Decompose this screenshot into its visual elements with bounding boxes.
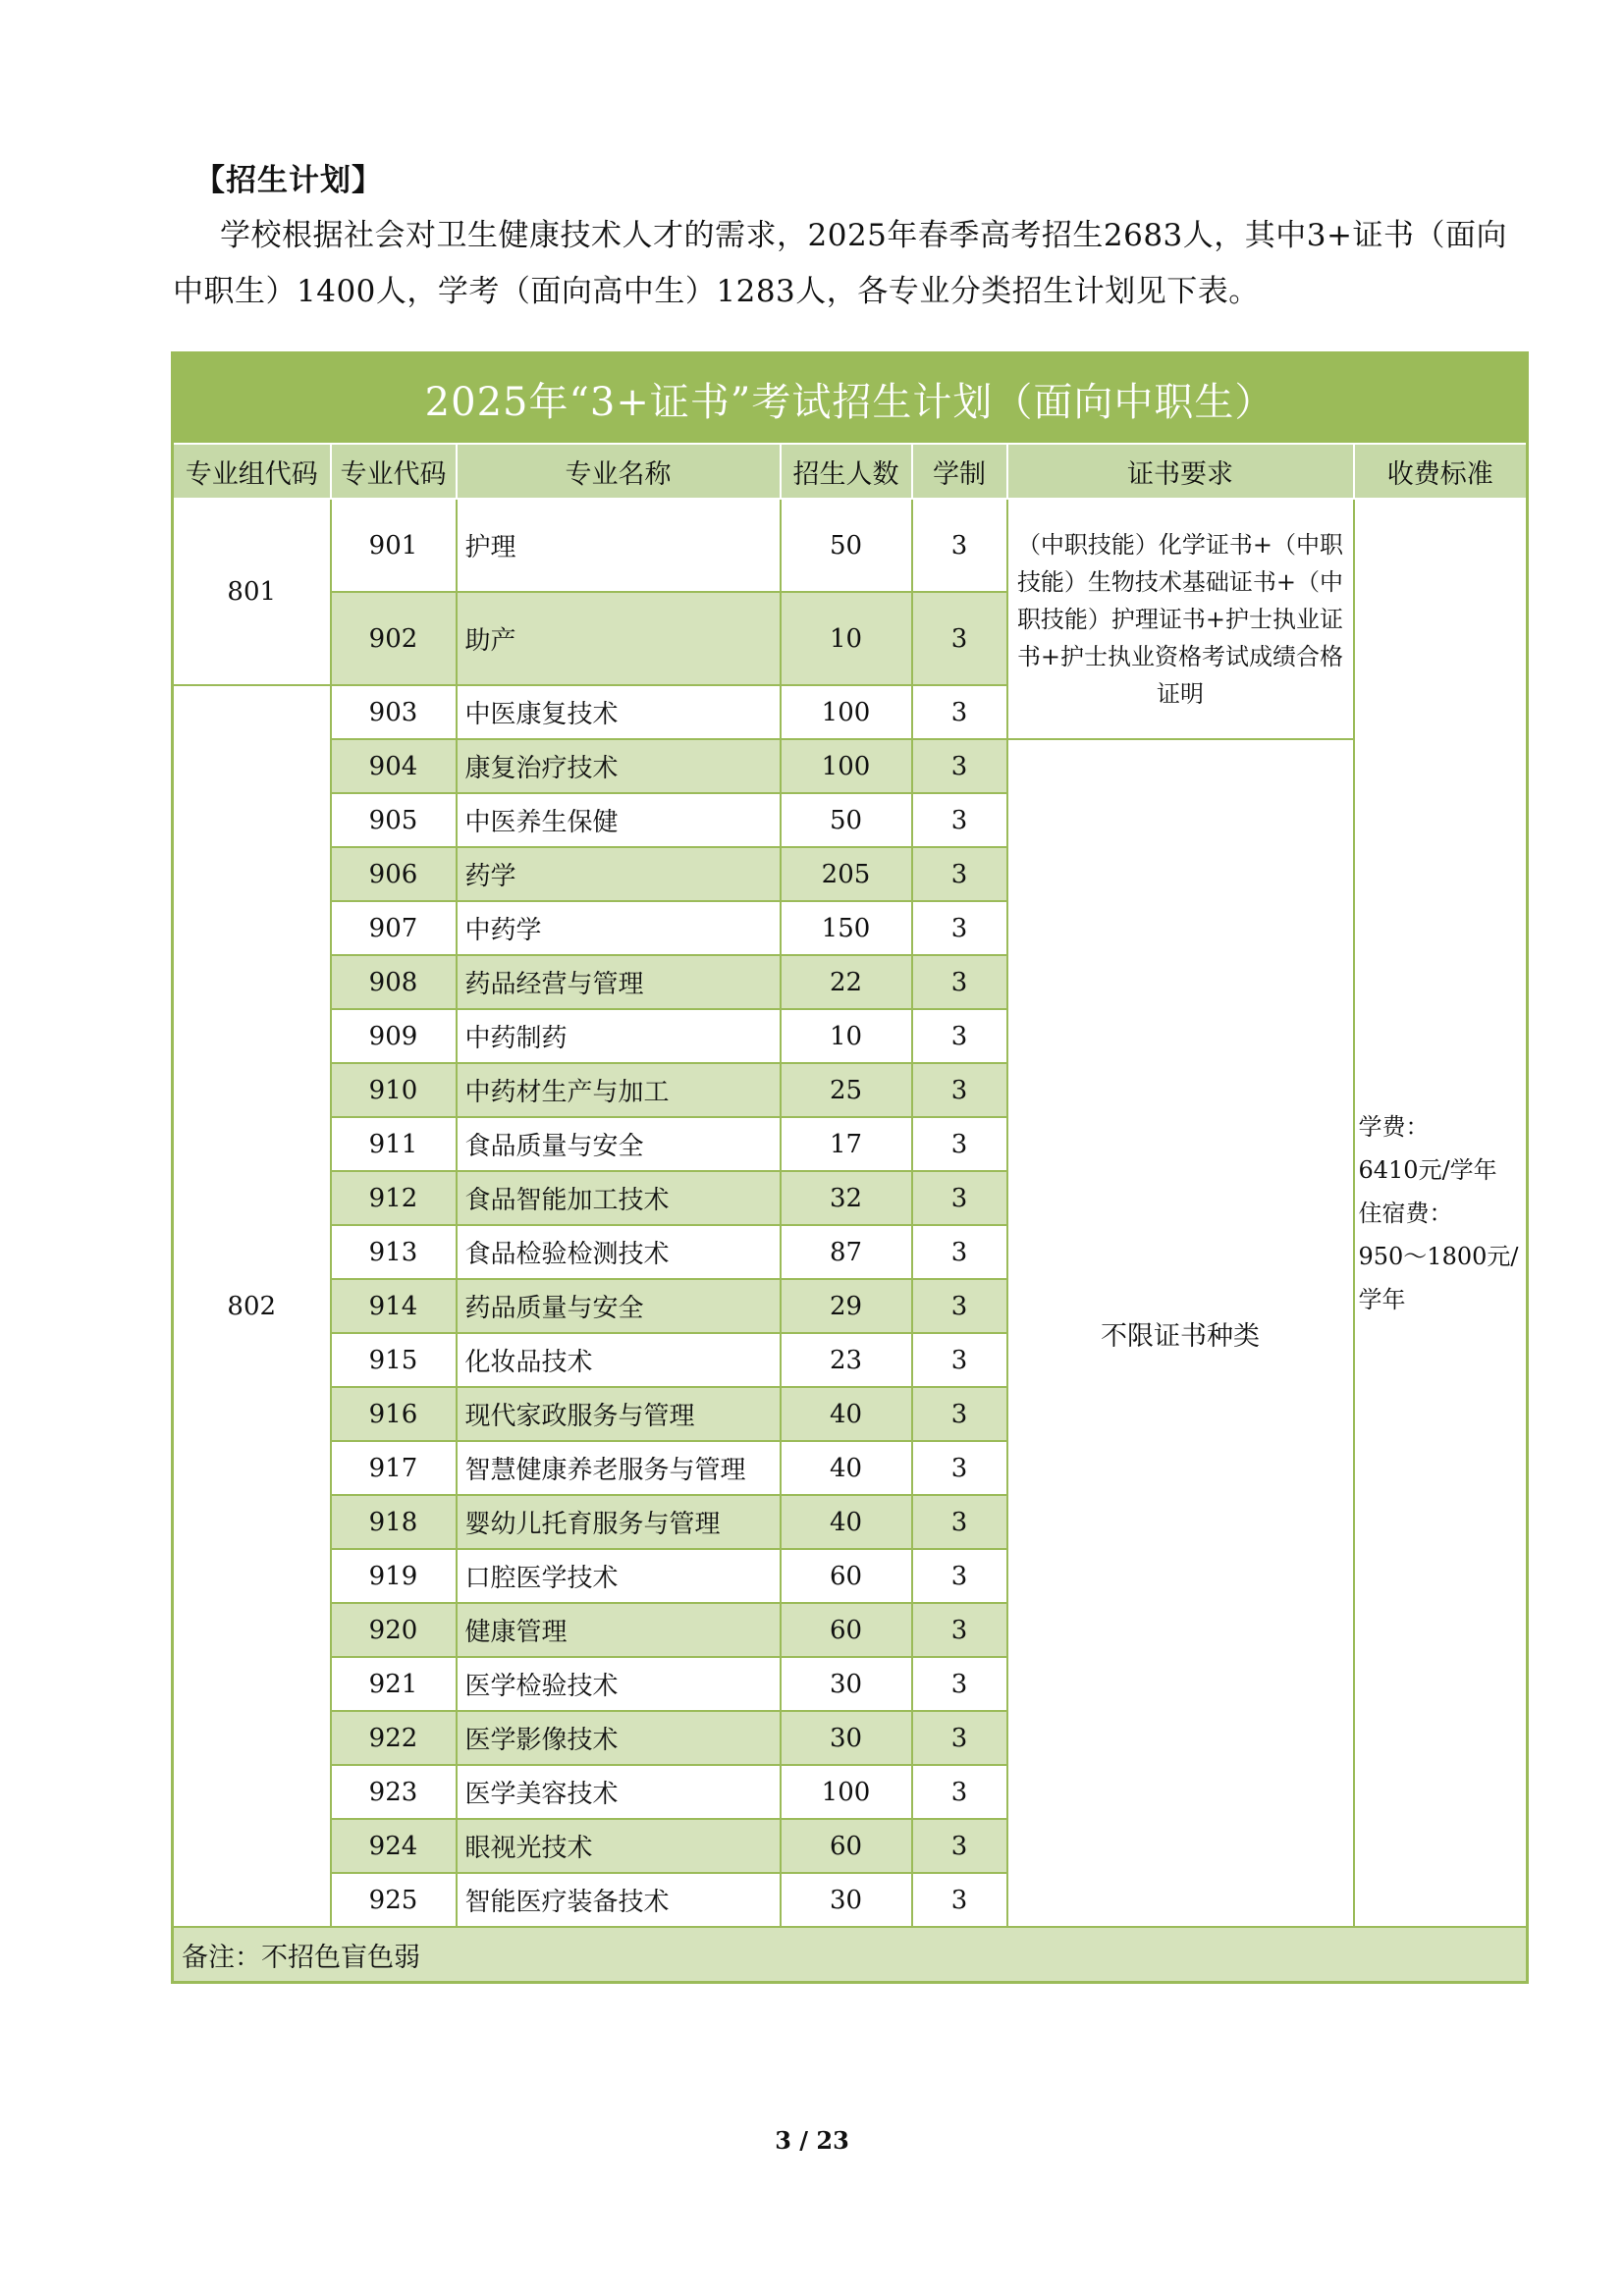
- major-name-cell: 眼视光技术: [457, 1819, 781, 1873]
- fee-line: 学年: [1358, 1285, 1406, 1313]
- enrollment-count-cell: 30: [781, 1873, 912, 1927]
- duration-cell: 3: [912, 739, 1007, 793]
- enrollment-count-cell: 29: [781, 1279, 912, 1333]
- enrollment-count-cell: 32: [781, 1171, 912, 1225]
- enrollment-count-cell: 10: [781, 592, 912, 685]
- major-code-cell: 919: [331, 1549, 457, 1603]
- major-code-cell: 908: [331, 955, 457, 1009]
- fee-line: 学费：: [1358, 1112, 1430, 1141]
- certificate-requirement-cell: （中职技能）化学证书+（中职技能）生物技术基础证书+（中职技能）护理证书+护士执业证书+护士执业资格考试成绩合格证明: [1007, 499, 1354, 739]
- duration-cell: 3: [912, 1873, 1007, 1927]
- enrollment-count-cell: 100: [781, 1765, 912, 1819]
- header-major-name: 专业名称: [457, 444, 781, 499]
- major-code-cell: 921: [331, 1657, 457, 1711]
- major-name-cell: 食品智能加工技术: [457, 1171, 781, 1225]
- enrollment-count-cell: 150: [781, 901, 912, 955]
- duration-cell: 3: [912, 499, 1007, 592]
- major-name-cell: 智慧健康养老服务与管理: [457, 1441, 781, 1495]
- major-code-cell: 912: [331, 1171, 457, 1225]
- major-code-cell: 920: [331, 1603, 457, 1657]
- major-code-cell: 913: [331, 1225, 457, 1279]
- enrollment-count-cell: 25: [781, 1063, 912, 1117]
- major-code-cell: 918: [331, 1495, 457, 1549]
- major-code-cell: 915: [331, 1333, 457, 1387]
- enrollment-count-cell: 60: [781, 1603, 912, 1657]
- fee-line: 6410元/学年: [1358, 1155, 1497, 1184]
- duration-cell: 3: [912, 685, 1007, 739]
- enrollment-count-cell: 22: [781, 955, 912, 1009]
- duration-cell: 3: [912, 955, 1007, 1009]
- header-duration: 学制: [912, 444, 1007, 499]
- major-name-cell: 中药学: [457, 901, 781, 955]
- duration-cell: 3: [912, 1279, 1007, 1333]
- major-code-cell: 922: [331, 1711, 457, 1765]
- major-code-cell: 910: [331, 1063, 457, 1117]
- major-code-cell: 902: [331, 592, 457, 685]
- duration-cell: 3: [912, 1495, 1007, 1549]
- major-name-cell: 中药制药: [457, 1009, 781, 1063]
- major-name-cell: 护理: [457, 499, 781, 592]
- enrollment-count-cell: 30: [781, 1657, 912, 1711]
- table-row: [173, 739, 1528, 793]
- major-name-cell: 医学美容技术: [457, 1765, 781, 1819]
- major-name-cell: 口腔医学技术: [457, 1549, 781, 1603]
- duration-cell: 3: [912, 1225, 1007, 1279]
- major-code-cell: 914: [331, 1279, 457, 1333]
- table-note: 备注：不招色盲色弱: [173, 1927, 1528, 1983]
- duration-cell: 3: [912, 1387, 1007, 1441]
- enrollment-count-cell: 30: [781, 1711, 912, 1765]
- enrollment-count-cell: 60: [781, 1549, 912, 1603]
- duration-cell: 3: [912, 1117, 1007, 1171]
- duration-cell: 3: [912, 1171, 1007, 1225]
- header-major-code: 专业代码: [331, 444, 457, 499]
- header-group-code: 专业组代码: [173, 444, 331, 499]
- major-name-cell: 医学影像技术: [457, 1711, 781, 1765]
- duration-cell: 3: [912, 1657, 1007, 1711]
- enrollment-count-cell: 50: [781, 793, 912, 847]
- major-code-cell: 917: [331, 1441, 457, 1495]
- major-code-cell: 916: [331, 1387, 457, 1441]
- major-name-cell: 中医养生保健: [457, 793, 781, 847]
- major-name-cell: 康复治疗技术: [457, 739, 781, 793]
- duration-cell: 3: [912, 901, 1007, 955]
- major-name-cell: 助产: [457, 592, 781, 685]
- major-name-cell: 药品经营与管理: [457, 955, 781, 1009]
- major-name-cell: 婴幼儿托育服务与管理: [457, 1495, 781, 1549]
- duration-cell: 3: [912, 1063, 1007, 1117]
- enrollment-count-cell: 100: [781, 685, 912, 739]
- major-name-cell: 食品检验检测技术: [457, 1225, 781, 1279]
- enrollment-count-cell: 17: [781, 1117, 912, 1171]
- major-code-cell: 901: [331, 499, 457, 592]
- duration-cell: 3: [912, 1819, 1007, 1873]
- enrollment-count-cell: 40: [781, 1387, 912, 1441]
- major-name-cell: 中医康复技术: [457, 685, 781, 739]
- header-enrollment: 招生人数: [781, 444, 912, 499]
- major-code-cell: 903: [331, 685, 457, 739]
- major-code-cell: 905: [331, 793, 457, 847]
- certificate-requirement-cell: 不限证书种类: [1007, 739, 1354, 1927]
- enrollment-count-cell: 50: [781, 499, 912, 592]
- enrollment-count-cell: 40: [781, 1441, 912, 1495]
- major-name-cell: 健康管理: [457, 1603, 781, 1657]
- major-code-cell: 906: [331, 847, 457, 901]
- page-number: 3 / 23: [775, 2126, 849, 2155]
- group-code-cell: 801: [173, 499, 331, 685]
- major-name-cell: 智能医疗装备技术: [457, 1873, 781, 1927]
- duration-cell: 3: [912, 1603, 1007, 1657]
- major-code-cell: 923: [331, 1765, 457, 1819]
- table-row: [173, 499, 1528, 592]
- enrollment-count-cell: 60: [781, 1819, 912, 1873]
- intro-paragraph: 学校根据社会对卫生健康技术人才的需求，2025年春季高考招生2683人，其中3+证书（面向中职生）1400人，学考（面向高中生）1283人，各专业分类招生计划见下表。: [173, 218, 1507, 309]
- enrollment-count-cell: 100: [781, 739, 912, 793]
- major-code-cell: 911: [331, 1117, 457, 1171]
- header-certificate: 证书要求: [1007, 444, 1354, 499]
- duration-cell: 3: [912, 1765, 1007, 1819]
- duration-cell: 3: [912, 1549, 1007, 1603]
- enrollment-count-cell: 205: [781, 847, 912, 901]
- table-title: 2025年“3+证书”考试招生计划（面向中职生）: [173, 353, 1528, 445]
- section-title: 【招生计划】: [194, 163, 383, 198]
- header-fee: 收费标准: [1354, 444, 1528, 499]
- enrollment-count-cell: 87: [781, 1225, 912, 1279]
- fee-line: 950～1800元/: [1358, 1242, 1519, 1270]
- enrollment-count-cell: 23: [781, 1333, 912, 1387]
- fee-standard-cell: [1354, 499, 1528, 1927]
- note-row: [173, 1927, 1528, 1983]
- major-name-cell: 现代家政服务与管理: [457, 1387, 781, 1441]
- enrollment-count-cell: 10: [781, 1009, 912, 1063]
- major-code-cell: 925: [331, 1873, 457, 1927]
- fee-line: 住宿费：: [1358, 1199, 1453, 1227]
- group-code-cell: 802: [173, 685, 331, 1927]
- duration-cell: 3: [912, 592, 1007, 685]
- major-name-cell: 药品质量与安全: [457, 1279, 781, 1333]
- major-code-cell: 904: [331, 739, 457, 793]
- duration-cell: 3: [912, 793, 1007, 847]
- duration-cell: 3: [912, 1009, 1007, 1063]
- enrollment-plan-table: [171, 351, 1529, 1984]
- duration-cell: 3: [912, 1441, 1007, 1495]
- table-header-row: [173, 444, 1528, 499]
- major-name-cell: 食品质量与安全: [457, 1117, 781, 1171]
- major-name-cell: 中药材生产与加工: [457, 1063, 781, 1117]
- duration-cell: 3: [912, 847, 1007, 901]
- major-code-cell: 909: [331, 1009, 457, 1063]
- duration-cell: 3: [912, 1711, 1007, 1765]
- major-name-cell: 医学检验技术: [457, 1657, 781, 1711]
- major-code-cell: 907: [331, 901, 457, 955]
- major-name-cell: 化妆品技术: [457, 1333, 781, 1387]
- duration-cell: 3: [912, 1333, 1007, 1387]
- major-code-cell: 924: [331, 1819, 457, 1873]
- enrollment-count-cell: 40: [781, 1495, 912, 1549]
- major-name-cell: 药学: [457, 847, 781, 901]
